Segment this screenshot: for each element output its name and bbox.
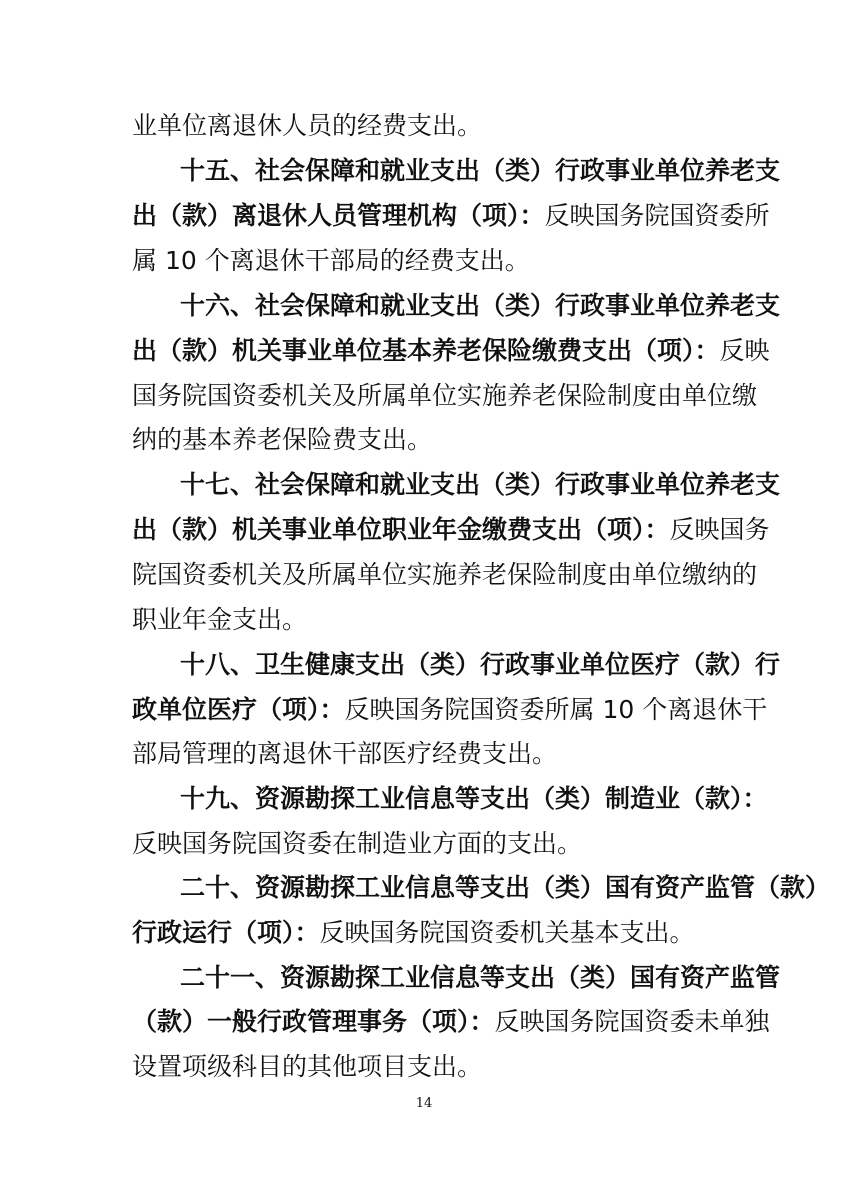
section-heading-15: 十五、社会保障和就业支出（类）行政事业单位养老支 [180, 156, 781, 185]
paragraph-line [132, 508, 770, 552]
paragraph-line [132, 598, 722, 642]
paragraph-line [180, 777, 768, 821]
paragraph-line [132, 732, 722, 776]
section-heading-17: 十七、社会保障和就业支出（类）行政事业单位养老支 [180, 470, 781, 499]
section-heading-21: 二十一、资源勘探工业信息等支出（类）国有资产监管 [180, 963, 781, 992]
body-text: 院国资委机关及所属单位实施养老保险制度由单位缴纳的 [132, 560, 758, 589]
body-text: 部局管理的离退休干部医疗经费支出。 [132, 739, 558, 768]
body-text: 反映国务院国资委在制造业方面的支出。 [132, 829, 583, 858]
paragraph-line [132, 911, 722, 955]
body-text: 反映国务 [669, 515, 770, 544]
paragraph-line [132, 418, 722, 462]
section-heading-16: 十六、社会保障和就业支出（类）行政事业单位养老支 [180, 291, 781, 320]
body-text: 纳的基本养老保险费支出。 [132, 425, 433, 454]
section-heading-21: （款）一般行政管理事务（项）： [132, 1007, 495, 1036]
paragraph-line [132, 104, 722, 148]
paragraph-line [180, 956, 781, 1000]
section-heading-17: 出（款）机关事业单位职业年金缴费支出（项）： [132, 515, 670, 544]
section-heading-19: 十九、资源勘探工业信息等支出（类）制造业（款）： [180, 784, 768, 813]
section-heading-18: 十八、卫生健康支出（类）行政事业单位医疗（款）行 [180, 650, 781, 679]
paragraph-line [180, 284, 781, 328]
paragraph-line [132, 374, 758, 418]
paragraph-line [132, 1045, 722, 1089]
body-text: 国务院国资委机关及所属单位实施养老保险制度由单位缴 [132, 381, 758, 410]
section-heading-16: 出（款）机关事业单位基本养老保险缴费支出（项）： [132, 336, 720, 365]
paragraph-line [132, 329, 770, 373]
paragraph-line [132, 688, 768, 732]
body-text: 属 10 个离退休干部局的经费支出。 [132, 246, 530, 275]
paragraph-line [180, 463, 781, 507]
body-text: 设置项级科目的其他项目支出。 [132, 1052, 483, 1081]
paragraph-line [132, 194, 770, 238]
paragraph-line [132, 239, 722, 283]
paragraph-line [132, 553, 758, 597]
page-number: 14 [415, 1096, 433, 1111]
paragraph-line [180, 643, 781, 687]
body-text: 反映国务院国资委未单独 [494, 1007, 770, 1036]
body-text: 反映国务院国资委所属 10 个离退休干 [344, 695, 768, 724]
paragraph-line [132, 1000, 770, 1044]
body-text: 业单位离退休人员的经费支出。 [132, 111, 483, 140]
section-heading-18: 政单位医疗（项）： [132, 695, 345, 724]
section-heading-15: 出（款）离退休人员管理机构（项）： [132, 201, 545, 230]
body-text: 反映国务院国资委所 [544, 201, 770, 230]
section-heading-20: 二十、资源勘探工业信息等支出（类）国有资产监管（款） [180, 873, 831, 902]
section-heading-20: 行政运行（项）： [132, 918, 320, 947]
paragraph-line [132, 822, 722, 866]
body-text: 反映国务院国资委机关基本支出。 [319, 918, 695, 947]
paragraph-line [180, 866, 831, 910]
body-text: 反映 [719, 336, 770, 365]
paragraph-line [180, 149, 781, 193]
body-text: 职业年金支出。 [132, 605, 308, 634]
